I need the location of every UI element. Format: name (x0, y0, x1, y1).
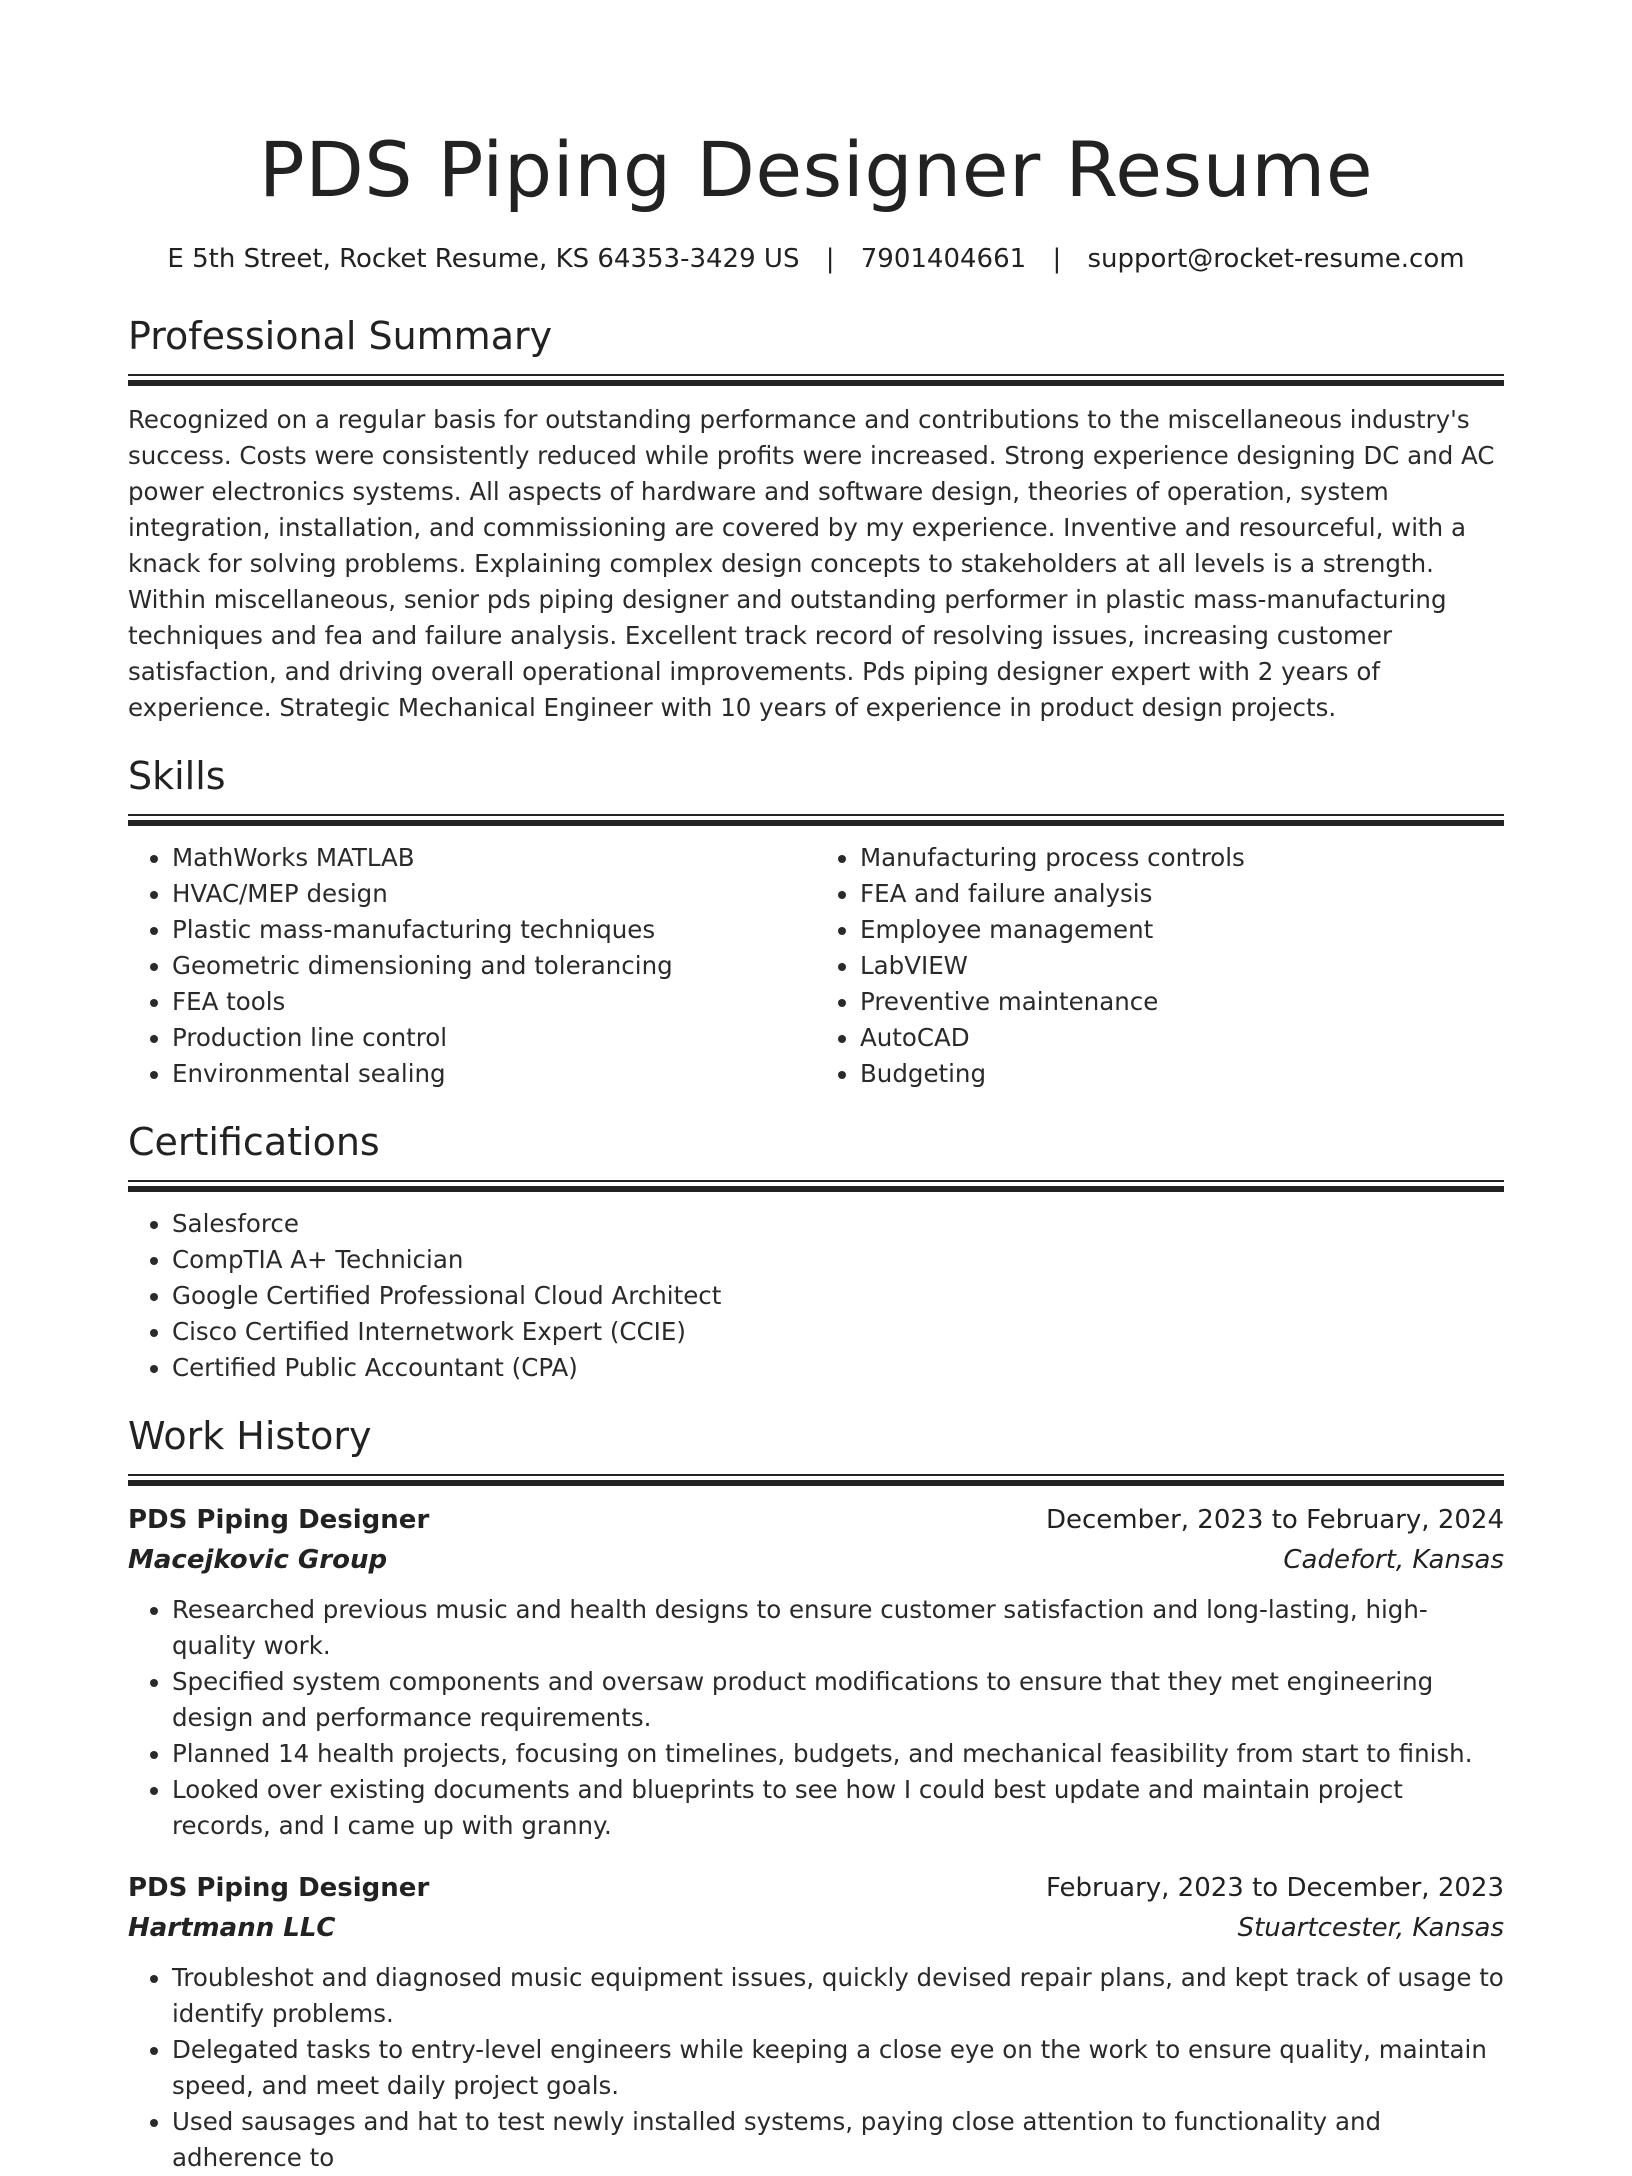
job-bullet: • Used sausages and hat to test newly installed systems, paying close attention to functionality and adherence to (172, 2104, 1504, 2176)
section-divider (128, 374, 1504, 386)
skill-item: • Plastic mass-manufacturing techniques (172, 912, 816, 948)
skill-item: • Budgeting (860, 1056, 1504, 1092)
contact-address: E 5th Street, Rocket Resume, KS 64353-3429 US (167, 244, 800, 274)
job-bullet: • Troubleshot and diagnosed music equipment issues, quickly devised repair plans, and kept track of usage to identify problems. (172, 1960, 1504, 2032)
skill-item: • Employee management (860, 912, 1504, 948)
contact-separator: | (825, 244, 835, 274)
skills-list-left (128, 840, 816, 1092)
job-dates: December, 2023 to February, 2024 (1045, 1505, 1504, 1535)
certification-item: • Cisco Certified Internetwork Expert (CCIE) (172, 1314, 1504, 1350)
skills-heading: Skills (128, 754, 226, 798)
job-location: Stuartcester, Kansas (1237, 1913, 1504, 1943)
certifications-section (128, 1118, 1504, 1386)
job-bullets (128, 1960, 1504, 2176)
job-location: Cadefort, Kansas (1283, 1545, 1504, 1575)
job-bullet: • Planned 14 health projects, focusing on timelines, budgets, and mechanical feasibility from start to finish. (172, 1736, 1504, 1772)
job-entry (128, 1868, 1504, 2176)
skill-item: • Geometric dimensioning and tolerancing (172, 948, 816, 984)
skill-item: • Environmental sealing (172, 1056, 816, 1092)
job-subheader (128, 1908, 1504, 1948)
job-title: PDS Piping Designer (128, 1505, 430, 1535)
skills-list-right (816, 840, 1504, 1092)
skill-item: • AutoCAD (860, 1020, 1504, 1056)
job-company: Hartmann LLC (128, 1913, 336, 1943)
contact-separator: | (1052, 244, 1062, 274)
skill-item: • Preventive maintenance (860, 984, 1504, 1020)
job-bullet: • Specified system components and oversaw product modifications to ensure that they met engineering design and performance requirements. (172, 1664, 1504, 1736)
contact-phone: 7901404661 (860, 244, 1027, 274)
certification-item: • Salesforce (172, 1206, 1504, 1242)
section-divider (128, 814, 1504, 826)
job-header (128, 1500, 1504, 1540)
resume-title: PDS Piping Designer Resume (258, 125, 1374, 214)
job-title: PDS Piping Designer (128, 1873, 430, 1903)
summary-section (128, 312, 1504, 726)
job-entry (128, 1500, 1504, 1844)
contact-line (128, 242, 1504, 276)
work-history-heading: Work History (128, 1414, 372, 1458)
job-dates: February, 2023 to December, 2023 (1045, 1873, 1504, 1903)
job-bullet: • Looked over existing documents and blueprints to see how I could best update and maintain project records, and I came up with granny. (172, 1772, 1504, 1844)
job-bullet: • Delegated tasks to entry-level engineers while keeping a close eye on the work to ensure quality, maintain speed, and meet daily project goals. (172, 2032, 1504, 2104)
certification-item: • CompTIA A+ Technician (172, 1242, 1504, 1278)
section-divider (128, 1180, 1504, 1192)
job-bullets (128, 1592, 1504, 1844)
skill-item: • FEA and failure analysis (860, 876, 1504, 912)
skill-item: • LabVIEW (860, 948, 1504, 984)
certification-item: • Google Certified Professional Cloud Architect (172, 1278, 1504, 1314)
certifications-list (128, 1206, 1504, 1386)
certifications-heading: Certifications (128, 1120, 380, 1164)
job-company: Macejkovic Group (128, 1545, 388, 1575)
skill-item: • MathWorks MATLAB (172, 840, 816, 876)
skill-item: • FEA tools (172, 984, 816, 1020)
skill-item: • HVAC/MEP design (172, 876, 816, 912)
resume-page (128, 0, 1504, 2176)
summary-text: Recognized on a regular basis for outstanding performance and contributions to the miscellaneous industry's success. Costs were consistently reduced while profits were increased. Strong experience designing DC and AC power electronics systems. All aspects of hardware and software design, theories of operation, system integration, installation, and commissioning are covered by my experience. Inventive and resourceful, with a knack for solving problems. Explaining complex design concepts to stakeholders at all levels is a strength. Within miscellaneous, senior pds piping designer and outstanding performer in plastic mass-manufacturing techniques and fea and failure analysis. Excellent track record of resolving issues, increasing customer satisfaction, and driving overall operational improvements. Pds piping designer expert with 2 years of experience. Strategic Mechanical Engineer with 10 years of experience in product design projects. (128, 405, 1495, 722)
job-subheader (128, 1540, 1504, 1580)
skills-grid (128, 840, 1504, 1092)
section-divider (128, 1474, 1504, 1486)
job-header (128, 1868, 1504, 1908)
job-bullet: • Researched previous music and health designs to ensure customer satisfaction and long-lasting, high-quality work. (172, 1592, 1504, 1664)
skill-item: • Production line control (172, 1020, 816, 1056)
summary-heading: Professional Summary (128, 314, 553, 358)
skill-item: • Manufacturing process controls (860, 840, 1504, 876)
contact-email: support@rocket-resume.com (1087, 244, 1465, 274)
work-history-section (128, 1412, 1504, 2176)
certification-item: • Certified Public Accountant (CPA) (172, 1350, 1504, 1386)
skills-section (128, 752, 1504, 1092)
